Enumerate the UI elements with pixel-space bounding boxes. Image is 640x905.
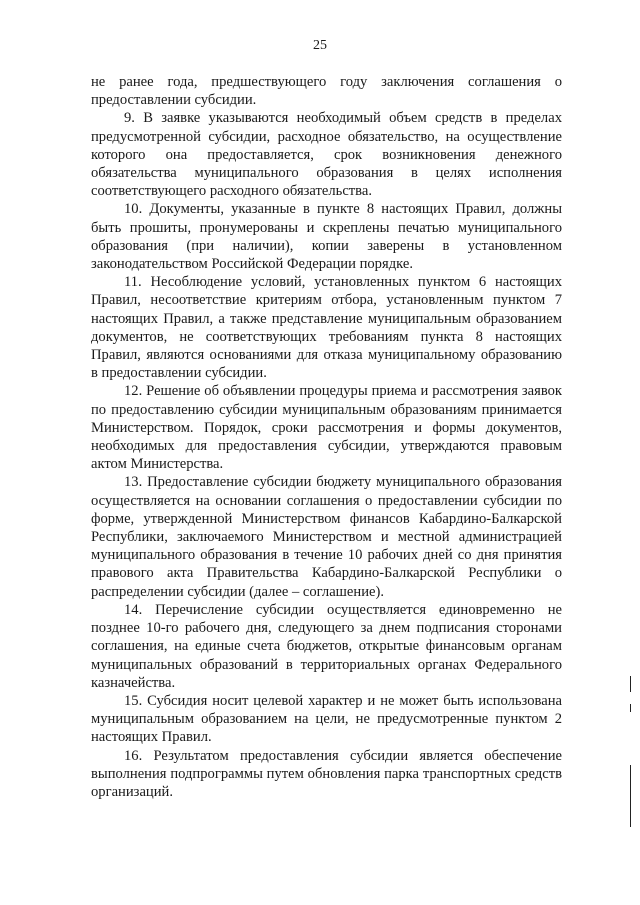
document-body [91, 73, 562, 801]
margin-scan-mark [630, 676, 631, 692]
paragraph-13: 13. Предоставление субсидии бюджету муниципального образования осуществляется на основании соглашения о предоставлении субсидии по форме, утвержденной Министерством финансов Кабардино-Балкарской Республики, заключаемого Министерством и местной администрацией муниципального образования в течение 10 рабочих дней со дня принятия правового акта Правительства Кабардино-Балкарской Республики о распределении субсидии (далее – соглашение). [91, 474, 562, 600]
margin-scan-mark [630, 704, 631, 712]
paragraph-10: 10. Документы, указанные в пункте 8 настоящих Правил, должны быть прошиты, пронумерованы и скреплены печатью муниципального образования (при наличии), копии заверены в установленном законодательством Российской Федерации порядке. [91, 201, 562, 273]
paragraph-12: 12. Решение об объявлении процедуры приема и рассмотрения заявок по предоставлению субсидии муниципальным образованиям принимается Министерством. Порядок, сроки рассмотрения и формы документов, необходимых для предоставления субсидии, утверждаются правовым актом Министерства. [91, 383, 562, 473]
margin-scan-mark [630, 765, 631, 827]
page-number: 25 [313, 38, 327, 53]
paragraph-15: 15. Субсидия носит целевой характер и не может быть использована муниципальным образованием на цели, не предусмотренные пунктом 2 настоящих Правил. [91, 692, 562, 746]
paragraph-14: 14. Перечисление субсидии осуществляется единовременно не позднее 10-го рабочего дня, следующего за днем подписания сторонами соглашения, на единые счета бюджетов, открытые финансовым органам муниципальных образований в территориальных органах Федерального казначейства. [91, 601, 562, 691]
paragraph-11: 11. Несоблюдение условий, установленных пунктом 6 настоящих Правил, несоответствие критериям отбора, установленным пунктом 7 настоящих Правил, а также представление муниципальным образованием документов, не соответствующих требованиям пункта 8 настоящих Правил, являются основаниями для отказа муниципальному образованию в предоставлении субсидии. [91, 274, 562, 382]
paragraph-continuation: не ранее года, предшествующего году заключения соглашения о предоставлении субсидии. [91, 74, 562, 109]
paragraph-16: 16. Результатом предоставления субсидии является обеспечение выполнения подпрограммы путем обновления парка транспортных средств организаций. [91, 747, 562, 800]
paragraph-9: 9. В заявке указываются необходимый объем средств в пределах предусмотренной субсидии, расходное обязательство, на осуществление которого она предоставляется, срок возникновения денежного обязательства муниципального образования в целях исполнения соответствующего расходного обязательства. [91, 110, 562, 200]
